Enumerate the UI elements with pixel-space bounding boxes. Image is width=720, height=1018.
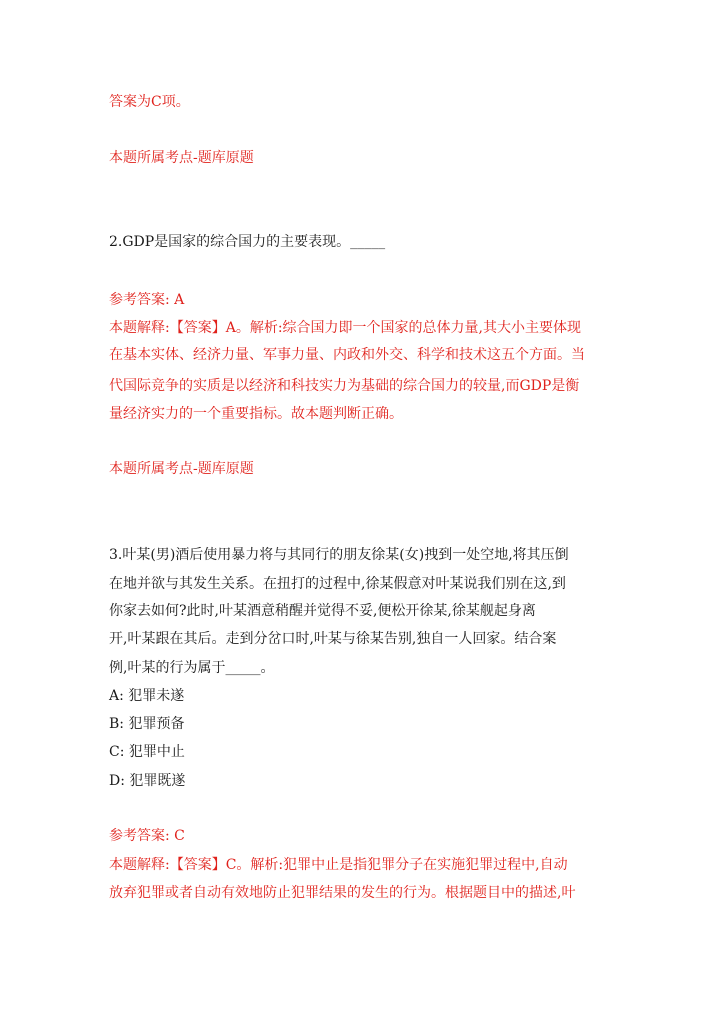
q2-source: 本题所属考点-题库原题 (109, 461, 254, 477)
q2-explanation-line: 代国际竞争的实质是以经济和科技实力为基础的综合国力的较量,而GDP是衡 (109, 378, 580, 394)
q3-explanation-line: 本题解释:【答案】C。解析:犯罪中止是指犯罪分子在实施犯罪过程中,自动 (109, 857, 568, 873)
q3-question-line: 例,叶某的行为属于_____。 (109, 660, 275, 676)
q2-question: 2.GDP是国家的综合国力的主要表现。_____ (109, 234, 386, 250)
q3-question-line: 3.叶某(男)酒后使用暴力将与其同行的朋友徐某(女)拽到一处空地,将其压倒 (109, 547, 569, 563)
q2-explanation-line: 量经济实力的一个重要指标。故本题判断正确。 (109, 406, 403, 422)
q3-explanation-line: 放弃犯罪或者自动有效地防止犯罪结果的发生的行为。根据题目中的描述,叶 (109, 885, 576, 901)
q1-source: 本题所属考点-题库原题 (109, 150, 254, 166)
q3-option-b: B: 犯罪预备 (109, 716, 185, 732)
q3-option-a: A: 犯罪未遂 (109, 688, 185, 704)
q3-option-c: C: 犯罪中止 (109, 744, 185, 760)
q3-question-line: 开,叶某跟在其后。走到分岔口时,叶某与徐某告别,独自一人回家。结合案 (109, 631, 557, 647)
q3-question-line: 在地并欲与其发生关系。在扭打的过程中,徐某假意对叶某说我们别在这,到 (109, 576, 566, 592)
q2-explanation-line: 在基本实体、经济力量、军事力量、内政和外交、科学和技术这五个方面。当 (109, 347, 585, 363)
q3-reference-answer: 参考答案: C (109, 828, 185, 844)
q2-reference-answer: 参考答案: A (109, 292, 185, 308)
q2-explanation-line: 本题解释:【答案】A。解析:综合国力即一个国家的总体力量,其大小主要体现 (109, 320, 581, 336)
q1-answer-line: 答案为C项。 (109, 94, 190, 110)
q3-question-line: 你家去如何?此时,叶某酒意稍醒并觉得不妥,便松开徐某,徐某舰起身离 (109, 603, 536, 619)
q3-option-d: D: 犯罪既遂 (109, 773, 186, 789)
